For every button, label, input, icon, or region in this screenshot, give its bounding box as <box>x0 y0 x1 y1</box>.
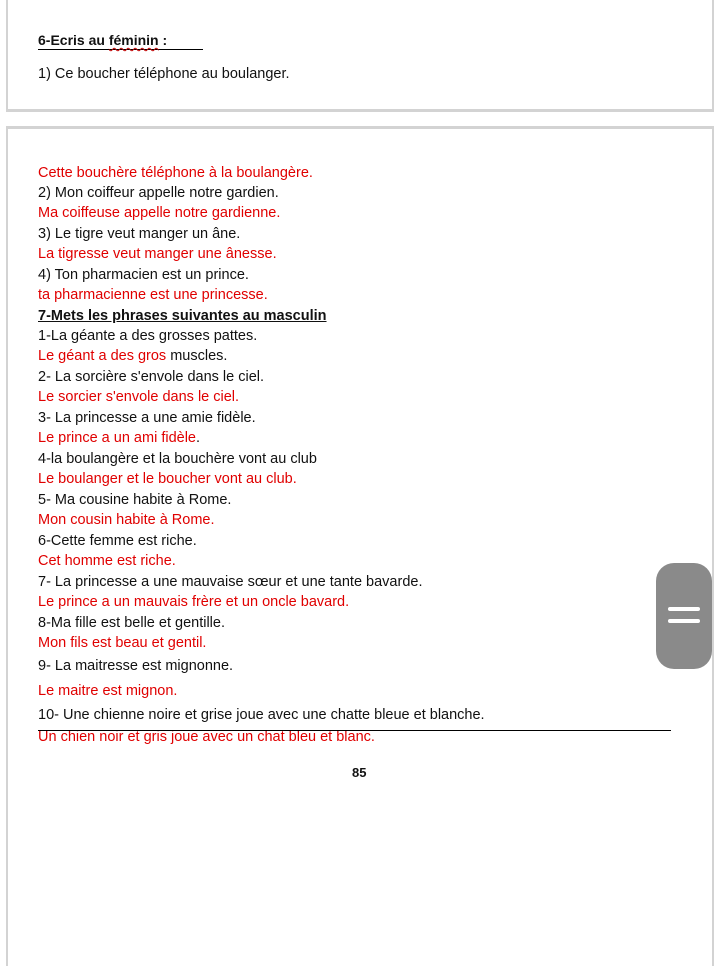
answer-line <box>38 347 227 365</box>
question-1: 1) Ce boucher téléphone au boulanger. <box>38 66 290 82</box>
answer-line: Un chien noir et gris joue avec un chat bleu et blanc. <box>38 729 375 745</box>
answer-line: Le prince a un mauvais frère et un oncle bavard. <box>38 594 350 610</box>
question-line: 9- La maitresse est mignonne. <box>38 658 234 674</box>
answer-line: Mon fils est beau et gentil. <box>38 635 207 651</box>
section-title: 6-Ecris au féminin : <box>38 32 203 50</box>
question-line: 3) Le tigre veut manger un âne. <box>38 226 241 242</box>
answer-line: Mon cousin habite à Rome. <box>38 512 215 528</box>
section-heading: 7-Mets les phrases suivantes au masculin <box>38 308 327 324</box>
question-line: 3- La princesse a une amie fidèle. <box>38 410 256 426</box>
page-number: 85 <box>352 765 367 780</box>
answer-line: Le boulanger et le boucher vont au club. <box>38 471 297 487</box>
answer-line: Le maitre est mignon. <box>38 683 178 699</box>
answer-line: La tigresse veut manger une ânesse. <box>38 246 277 262</box>
scroll-handle[interactable] <box>656 563 712 669</box>
answer-line <box>38 429 200 447</box>
answer-line: Cet homme est riche. <box>38 553 176 569</box>
line-text: . <box>196 430 201 446</box>
question-line: 4) Ton pharmacien est un prince. <box>38 267 249 283</box>
line-text: muscles. <box>166 348 228 364</box>
question-line: 7- La princesse a une mauvaise sœur et une tante bavarde. <box>38 574 423 590</box>
question-line: 1-La géante a des grosses pattes. <box>38 328 258 344</box>
drag-handle-icon <box>668 607 700 611</box>
answer-text: Le géant a des gros <box>38 348 167 364</box>
question-line: 5- Ma cousine habite à Rome. <box>38 492 232 508</box>
answer-text: Le prince a un ami fidèle <box>38 430 196 446</box>
question-line: 6-Cette femme est riche. <box>38 533 197 549</box>
question-line: 8-Ma fille est belle et gentille. <box>38 615 225 631</box>
question-line: 10- Une chienne noire et grise joue avec une chatte bleue et blanche. <box>38 707 485 723</box>
page-top <box>6 0 714 112</box>
divider-line <box>38 730 671 731</box>
spellcheck-word: féminin <box>108 32 159 48</box>
answer-line: Cette bouchère téléphone à la boulangère. <box>38 165 313 181</box>
answer-line: Le sorcier s'envole dans le ciel. <box>38 389 240 405</box>
answer-line: ta pharmacienne est une princesse. <box>38 287 268 303</box>
answer-line: Ma coiffeuse appelle notre gardienne. <box>38 205 281 221</box>
question-line: 4-la boulangère et la bouchère vont au club <box>38 451 317 467</box>
question-line: 2- La sorcière s'envole dans le ciel. <box>38 369 265 385</box>
drag-handle-icon <box>668 619 700 623</box>
question-line: 2) Mon coiffeur appelle notre gardien. <box>38 185 279 201</box>
